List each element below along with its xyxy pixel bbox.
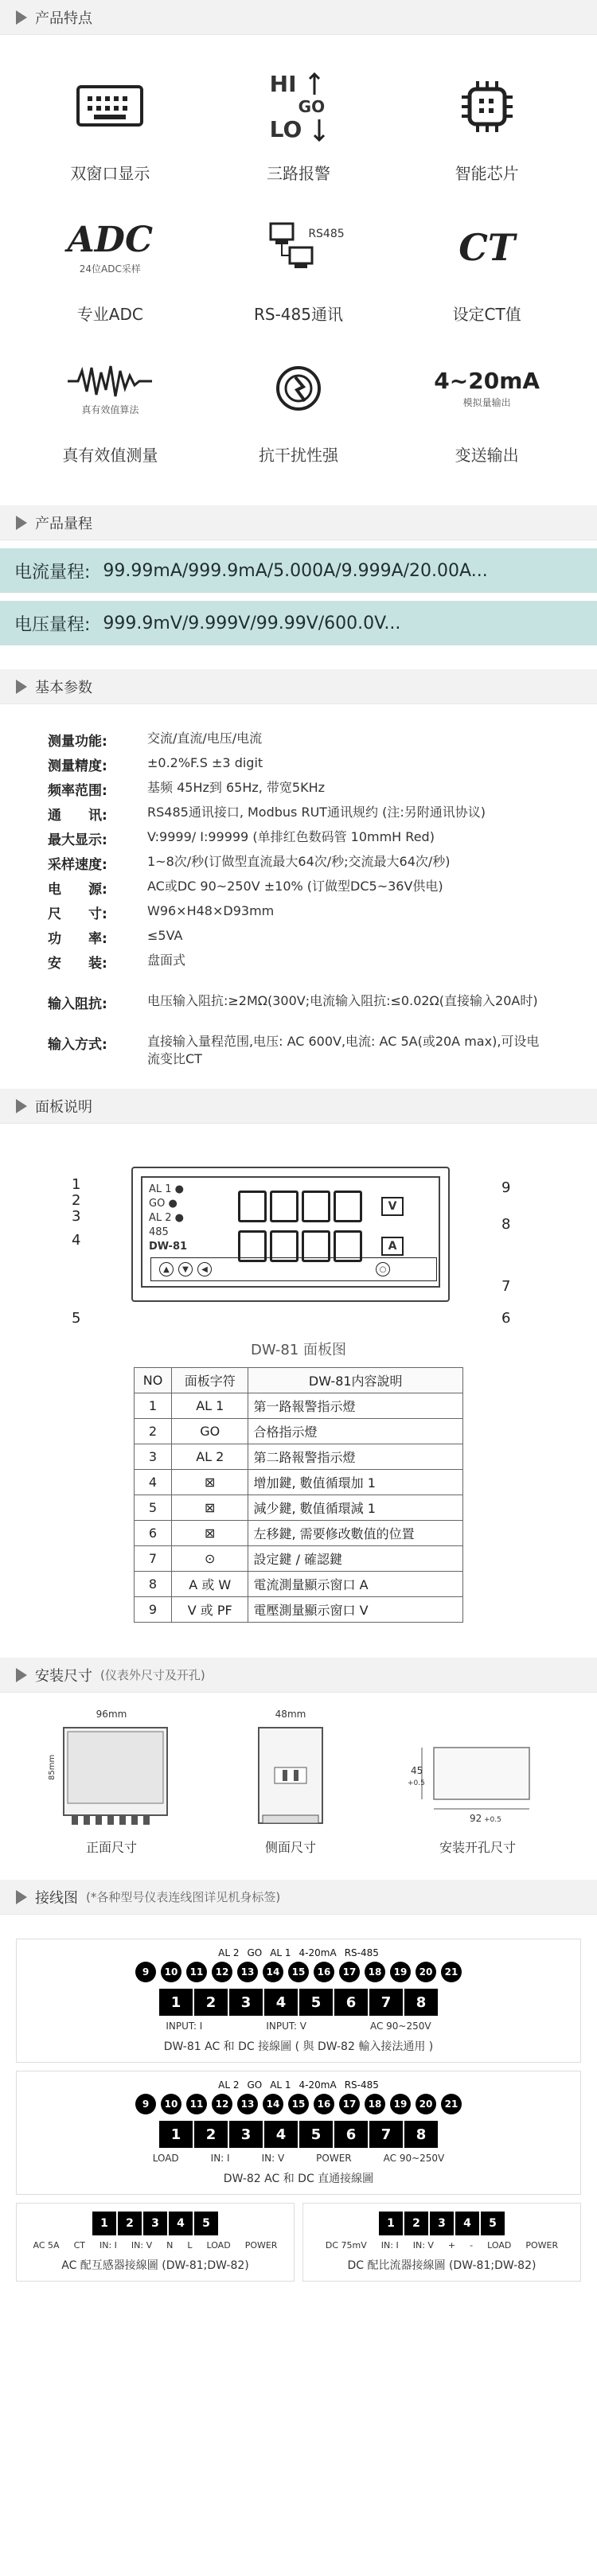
param-key: 安 装:: [48, 956, 107, 972]
voltage-range: [0, 601, 597, 645]
table-row: 1 AL 1 第一路報警指示燈: [135, 1393, 463, 1419]
table-row: 3 AL 2 第二路報警指示燈: [135, 1444, 463, 1470]
input-labels: LOAD IN: I IN: V POWER AC 90~250V: [152, 2153, 445, 2164]
wiring-section: [0, 1915, 597, 2313]
param-value: V:9999/ I:99999 (单排红色数码管 10mmH Red): [147, 829, 435, 844]
ranges: [0, 548, 597, 669]
rs485-indicator: 485: [149, 1226, 169, 1238]
adc-sub: 24位ADC采样: [79, 263, 141, 275]
feature-label: RS-485通讯: [254, 305, 343, 324]
chip-icon: [455, 59, 519, 154]
keyboard-icon: [74, 59, 146, 154]
current-range: [0, 548, 597, 593]
key-row: [150, 1257, 437, 1281]
cutout-size: [406, 1720, 549, 1856]
features-title: 产品特点: [35, 10, 92, 27]
param-key: 测量功能:: [48, 734, 107, 750]
callout-6: 6: [501, 1310, 511, 1327]
go-indicator: GO ●: [149, 1198, 178, 1210]
ct-labels: AC 5A CT IN: I IN: V N L LOAD POWER: [33, 2240, 278, 2251]
hi-lo-go-icon: [270, 59, 328, 154]
side-caption: 侧面尺寸: [264, 1840, 316, 1855]
table-row: 7 ⊙ 設定鍵 / 確認鍵: [135, 1546, 463, 1572]
decrease-key-icon[interactable]: ▼: [178, 1262, 193, 1276]
ma-text: 4~20mA: [434, 368, 540, 394]
feature-label: 双窗口显示: [70, 164, 150, 183]
table-row: 8 A 或 W 電流測量顯示窗口 A: [135, 1572, 463, 1597]
param-key: 输入方式:: [48, 1037, 107, 1053]
section-marker-icon: [16, 1668, 27, 1682]
left-key-icon[interactable]: ◀: [197, 1262, 212, 1276]
feature-label: 变送输出: [455, 446, 519, 465]
current-label: 电流量程:: [14, 562, 91, 583]
param-row: [48, 952, 549, 972]
params: [0, 704, 597, 1089]
front-caption: 正面尺寸: [85, 1840, 137, 1855]
front-width: 96mm: [96, 1709, 127, 1720]
feature-true-rms: [16, 341, 205, 466]
callout-4: 4: [72, 1232, 81, 1249]
install-header: [0, 1658, 597, 1693]
section-marker-icon: [16, 10, 27, 25]
dw82-caption: DW-82 AC 和 DC 直通接線圖: [223, 2173, 374, 2185]
wiring-header: [0, 1880, 597, 1915]
param-value: RS485通讯接口, Modbus RUT通讯规约 (注:另附通讯协议): [147, 805, 486, 820]
param-row: [48, 828, 549, 848]
param-row: [48, 927, 549, 947]
upper-terminals: 9 10 11 12 13 14 15 16 17 18 19 20 21: [135, 2094, 462, 2114]
div-caption: DC 配比流器接線圖 (DW-81;DW-82): [347, 2259, 537, 2272]
params-title: 基本参数: [35, 679, 92, 696]
panel-title: 面板说明: [35, 1098, 92, 1116]
table-header: NO: [135, 1368, 172, 1393]
set-key-icon[interactable]: ○: [376, 1262, 390, 1276]
panel-header: [0, 1089, 597, 1124]
feature-three-alarm: [205, 59, 393, 184]
range-header: [0, 505, 597, 540]
param-row: [48, 804, 549, 824]
divider-wiring: [302, 2203, 581, 2282]
param-row: [48, 992, 549, 1012]
section-marker-icon: [16, 680, 27, 694]
panel-table: [134, 1367, 463, 1623]
rs485-label: RS485: [308, 228, 345, 240]
param-value: 1~8次/秒(订做型直流最大64次/秒;交流最大64次/秒): [147, 854, 451, 869]
param-row: [48, 853, 549, 873]
upper-terminals: 9 10 11 12 13 14 15 16 17 18 19 20 21: [135, 1962, 462, 1982]
param-row: [48, 1033, 549, 1068]
panel-area: [40, 1143, 557, 1334]
callout-8: 8: [501, 1216, 511, 1233]
param-key: 通 讯:: [48, 808, 107, 824]
adc-text: ADC: [67, 220, 153, 260]
analog-out-icon: [434, 341, 540, 436]
wiring-title: 接线图: [35, 1889, 78, 1907]
install-subtitle: (仪表外尺寸及开孔): [100, 1668, 205, 1682]
param-row: [48, 878, 549, 898]
dw81-caption: DW-81 AC 和 DC 接線圖 ( 與 DW-82 輸入接法通用 ): [163, 2040, 434, 2053]
ct-icon: [458, 200, 515, 295]
section-marker-icon: [16, 1890, 27, 1904]
ct-caption: AC 配互感器接線圖 (DW-81;DW-82): [61, 2259, 249, 2272]
wave-sub: 真有效值算法: [81, 403, 139, 415]
increase-key-icon[interactable]: ▲: [159, 1262, 174, 1276]
div-labels: DC 75mV IN: I IN: V + - LOAD POWER: [325, 2240, 559, 2251]
adc-icon: [68, 200, 153, 295]
table-header: DW-81内容說明: [248, 1368, 463, 1393]
install-title: 安装尺寸: [35, 1667, 92, 1685]
callout-7: 7: [501, 1278, 511, 1295]
a-window-label: A: [381, 1237, 404, 1256]
svg-text:+0.5: +0.5: [484, 1816, 501, 1824]
param-value: W96×H48×D93mm: [147, 903, 275, 918]
wiring-subtitle: (*各种型号仪表连线图详见机身标签): [86, 1890, 281, 1904]
table-header: 面板字符: [172, 1368, 248, 1393]
param-value: 电压输入阻抗:≥2MΩ(300V;电流输入阻抗:≤0.02Ω(直接输入20A时): [147, 993, 538, 1008]
bottom-wiring-row: [16, 2203, 581, 2282]
feature-label: 三路报警: [266, 164, 330, 183]
device-frame: [131, 1167, 450, 1302]
table-header-row: [135, 1368, 463, 1393]
side-width: 48mm: [275, 1709, 306, 1720]
indicator-column: [149, 1183, 205, 1254]
callout-5: 5: [72, 1310, 81, 1327]
voltage-value: 999.9mV/9.999V/99.99V/600.0V...: [103, 613, 401, 633]
ma-sub: 模拟量输出: [462, 397, 511, 408]
feature-analog-out: [392, 341, 581, 466]
svg-text:92: 92: [470, 1813, 482, 1824]
param-value: AC或DC 90~250V ±10% (订做型DC5~36V供电): [147, 879, 443, 894]
voltage-label: 电压量程:: [14, 614, 91, 635]
feature-label: 智能芯片: [455, 164, 519, 183]
side-size: [247, 1709, 334, 1856]
svg-text:85mm: 85mm: [48, 1754, 57, 1780]
param-key: 电 源:: [48, 882, 107, 898]
lower-terminals: 1 2 3 4 5 6 7 8: [159, 2121, 438, 2148]
svg-text:+0.5: +0.5: [408, 1779, 425, 1787]
callout-9: 9: [501, 1179, 511, 1196]
dw82-wiring: [16, 2071, 581, 2195]
waveform-icon: [66, 341, 154, 436]
svg-text:45: 45: [411, 1765, 423, 1776]
go-text: GO: [298, 97, 326, 116]
hi-text: HI: [269, 71, 297, 97]
lower-terminals: 1 2 3 4 5 6 7 8: [159, 1989, 438, 2016]
param-value: 盘面式: [147, 953, 186, 968]
ct-wiring: [16, 2203, 295, 2282]
feature-adc: [16, 200, 205, 325]
panel-caption: DW-81 面板图: [250, 1342, 347, 1358]
ct-text: CT: [458, 226, 516, 269]
lo-text: LO: [269, 116, 302, 142]
param-key: 最大显示:: [48, 832, 107, 848]
voltage-display: [238, 1191, 365, 1222]
top-labels: AL 2 GO AL 1 4-20mA RS-485: [218, 1947, 379, 1958]
feature-smart-chip: [392, 59, 581, 184]
callout-2: 2: [72, 1192, 81, 1209]
ct-terminals: 1 2 3 4 5: [92, 2212, 218, 2235]
table-row: 6 ⊠ 左移鍵, 需要修改數值的位置: [135, 1521, 463, 1546]
param-row: [48, 730, 549, 750]
range-title: 产品量程: [35, 515, 92, 532]
param-key: 功 率:: [48, 931, 107, 947]
param-row: [48, 779, 549, 799]
input-labels: INPUT: I INPUT: V AC 90~250V: [166, 2021, 431, 2032]
feature-label: 真有效值测量: [62, 446, 158, 465]
param-value: 交流/直流/电压/电流: [147, 731, 263, 746]
section-marker-icon: [16, 1099, 27, 1113]
param-gap: [48, 976, 549, 988]
callout-1: 1: [72, 1176, 81, 1193]
feature-anti-interference: [205, 341, 393, 466]
current-value: 99.99mA/999.9mA/5.000A/9.999A/20.00A...: [103, 560, 488, 581]
feature-label: 设定CT值: [452, 305, 521, 324]
param-row: [48, 902, 549, 922]
param-key: 输入阻抗:: [48, 996, 107, 1012]
v-window-label: V: [381, 1197, 404, 1216]
cutout-caption: 安装开孔尺寸: [439, 1840, 516, 1855]
div-terminals: 1 2 3 4 5: [379, 2212, 505, 2235]
top-labels: AL 2 GO AL 1 4-20mA RS-485: [218, 2079, 379, 2091]
shield-icon: [267, 341, 330, 436]
install-section: [0, 1693, 597, 1880]
param-value: ±0.2%F.S ±3 digit: [147, 755, 263, 770]
section-marker-icon: [16, 516, 27, 530]
panel-diagram: [0, 1124, 597, 1658]
model-label: DW-81: [149, 1241, 188, 1253]
features-grid: [0, 35, 597, 505]
table-row: 2 GO 合格指示燈: [135, 1419, 463, 1444]
rs485-icon: [263, 200, 345, 295]
table-row: 5 ⊠ 減少鍵, 數值循環減 1: [135, 1495, 463, 1521]
install-row: [0, 1709, 597, 1856]
dw81-wiring: [16, 1939, 581, 2063]
feature-dual-window: [16, 59, 205, 184]
table-row: 4 ⊠ 增加鍵, 數值循環加 1: [135, 1470, 463, 1495]
front-size: [48, 1709, 175, 1856]
param-value: 直接输入量程范围,电压: AC 600V,电流: AC 5A(或20A max),可设电流变比CT: [147, 1034, 540, 1066]
param-key: 尺 寸:: [48, 906, 107, 922]
al2-indicator: AL 2 ●: [149, 1212, 185, 1224]
table-row: 9 V 或 PF 電壓測量顯示窗口 V: [135, 1597, 463, 1623]
feature-label: 专业ADC: [76, 305, 143, 324]
callout-3: 3: [72, 1208, 81, 1225]
param-key: 测量精度:: [48, 758, 107, 774]
param-row: [48, 754, 549, 774]
features-header: [0, 0, 597, 35]
feature-rs485: [205, 200, 393, 325]
device-inner: [141, 1176, 440, 1288]
param-key: 频率范围:: [48, 783, 107, 799]
param-key: 采样速度:: [48, 857, 107, 873]
feature-ct: [392, 200, 581, 325]
param-gap: [48, 1017, 549, 1028]
param-value: ≤5VA: [147, 928, 183, 943]
al1-indicator: AL 1 ●: [149, 1183, 185, 1195]
params-header: [0, 669, 597, 704]
param-value: 基频 45Hz到 65Hz, 带宽5KHz: [147, 780, 326, 795]
feature-label: 抗干扰性强: [258, 446, 338, 465]
